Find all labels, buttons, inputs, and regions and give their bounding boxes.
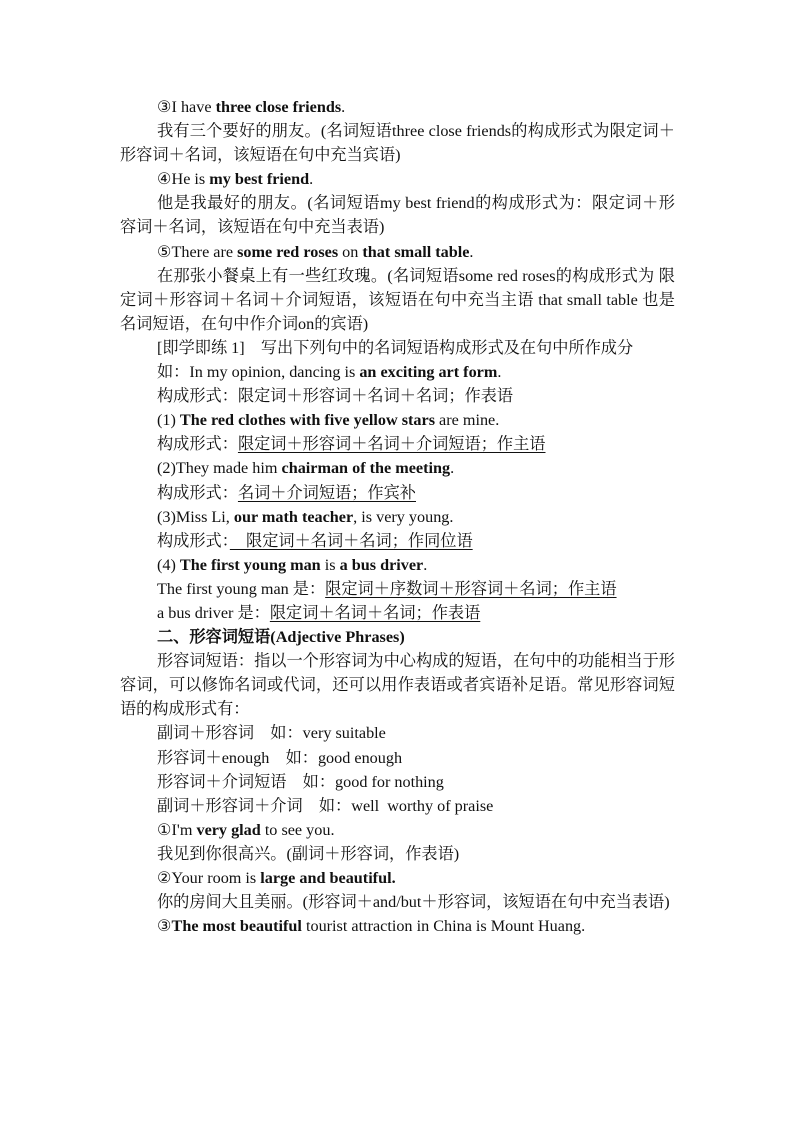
adj-example-1: ①I'm very glad to see you. <box>157 820 335 839</box>
noun-phrase: The first young man <box>179 555 321 574</box>
explanation-4: 他是我最好的朋友。(名词短语my best friend的构成形式为：限定词＋形容词＋名词，该短语在句中充当表语) <box>120 194 675 237</box>
form-adjective-prep-phrase: 形容词＋介词短语 如：good for nothing <box>157 772 444 791</box>
exercise-1-answer: 构成形式：限定词＋形容词＋名词＋介词短语；作主语 <box>157 435 546 454</box>
exercise-example: 如：In my opinion, dancing is an exciting art form. <box>157 363 502 382</box>
answer-underlined: 限定词＋名词＋名词；作同位语 <box>229 531 473 550</box>
example-sentence-3: ③I have three close friends. <box>157 98 346 116</box>
noun-phrase: a bus driver <box>339 555 424 574</box>
form-adjective-enough: 形容词＋enough 如：good enough <box>157 748 403 767</box>
noun-phrase: an exciting art form <box>359 363 498 382</box>
noun-phrase: our math teacher <box>233 507 354 526</box>
exercise-1: (1) The red clothes with five yellow stars are mine. <box>157 411 500 430</box>
form-adverb-adjective-prep: 副词＋形容词＋介词 如：well worthy of praise <box>157 796 494 815</box>
noun-phrase: The red clothes with five yellow stars <box>179 411 435 430</box>
exercise-2: (2)They made him chairman of the meeting. <box>157 459 455 478</box>
noun-phrase: that small table <box>362 242 470 261</box>
section-heading-adjective-phrases: 二、形容词短语(Adjective Phrases) <box>157 628 405 647</box>
exercise-4: (4) The first young man is a bus driver. <box>157 555 428 574</box>
adjective-phrase-definition: 形容词短语：指以一个形容词为中心构成的短语，在句中的功能相当于形容词，可以修饰名词或代词，还可以用作表语或者宾语补足语。常见形容词短语的构成形式有： <box>120 652 675 719</box>
exercise-3-answer: 构成形式： 限定词＋名词＋名词；作同位语 <box>157 531 473 550</box>
answer-underlined: 限定词＋序数词＋形容词＋名词；作主语 <box>325 579 617 598</box>
adj-explanation-1: 我见到你很高兴。(副词＋形容词，作表语) <box>157 844 460 863</box>
answer-underlined: 名词＋介词短语；作宾补 <box>237 483 416 502</box>
exercise-example-answer: 构成形式：限定词＋形容词＋名词＋名词；作表语 <box>157 387 514 406</box>
exercise-4-answer-b: a bus driver 是：限定词＋名词＋名词；作表语 <box>157 603 481 622</box>
noun-phrase: chairman of the meeting <box>281 459 451 478</box>
adjective-phrase: large and beautiful. <box>260 869 396 887</box>
noun-phrase: three close friends <box>215 98 342 116</box>
answer-underlined: 限定词＋名词＋名词；作表语 <box>269 603 481 622</box>
form-adverb-adjective: 副词＋形容词 如：very suitable <box>157 724 386 743</box>
example-sentence-4: ④He is my best friend. <box>157 170 314 189</box>
document-page <box>120 95 675 938</box>
noun-phrase: some red roses <box>237 242 339 261</box>
explanation-3: 我有三个要好的朋友。(名词短语three close friends的构成形式为限定词＋形容词＋名词，该短语在句中充当宾语) <box>120 122 675 165</box>
noun-phrase: my best friend <box>209 170 310 189</box>
example-sentence-5: ⑤There are some red roses on that small table. <box>157 242 474 261</box>
answer-underlined: 限定词＋形容词＋名词＋介词短语；作主语 <box>237 435 546 454</box>
exercise-heading: [即学即练 1] 写出下列句中的名词短语构成形式及在句中所作成分 <box>157 338 634 357</box>
exercise-4-answer-a: The first young man 是：限定词＋序数词＋形容词＋名词；作主语 <box>157 579 617 598</box>
adjective-phrase: very glad <box>196 820 261 839</box>
explanation-5: 在那张小餐桌上有一些红玫瑰。(名词短语some red roses的构成形式为 限定词＋形容词＋名词＋介词短语，该短语在句中充当主语 that small table 也是名词短语，在句中作介词on的宾语) <box>120 266 675 333</box>
adj-example-2: ②Your room is large and beautiful. <box>157 869 396 887</box>
exercise-2-answer: 构成形式：名词＋介词短语；作宾补 <box>157 483 416 502</box>
adj-example-3: ③The most beautiful tourist attraction in China is Mount Huang. <box>157 917 586 936</box>
adj-explanation-2: 你的房间大且美丽。(形容词＋and/but＋形容词，该短语在句中充当表语) <box>157 893 670 912</box>
exercise-3: (3)Miss Li, our math teacher, is very young. <box>157 507 454 526</box>
adjective-phrase: The most beautiful <box>171 917 302 936</box>
